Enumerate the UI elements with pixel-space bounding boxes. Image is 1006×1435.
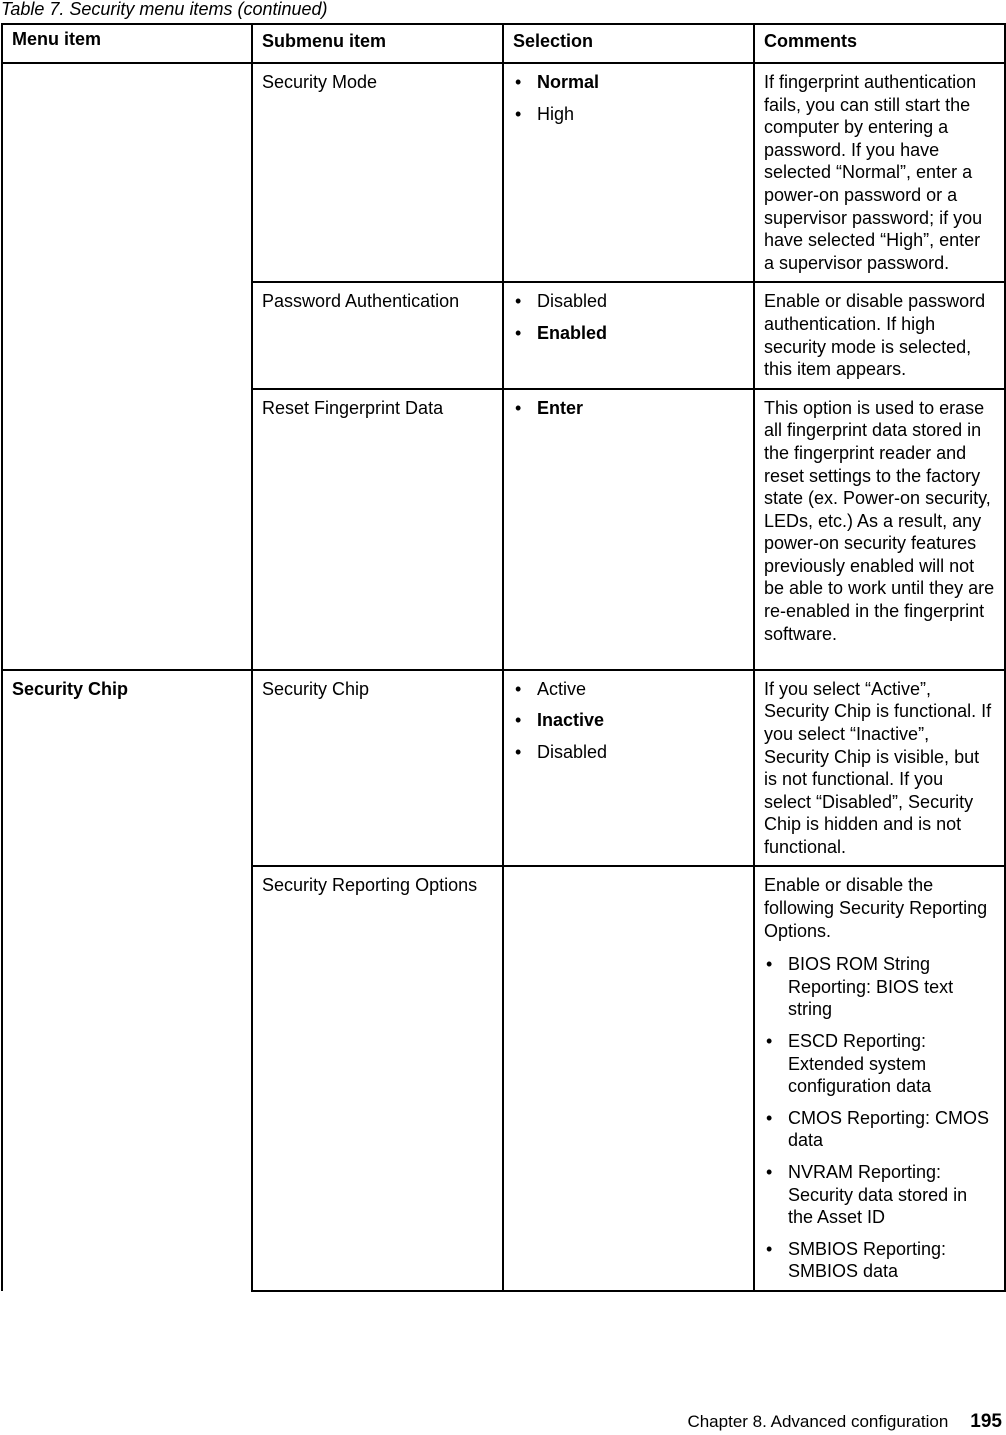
- selection-cell: [503, 670, 754, 867]
- selection-option-label: Disabled: [537, 741, 608, 762]
- bullet-icon: •: [766, 1031, 773, 1052]
- chapter-title: Chapter 8. Advanced configuration: [687, 1412, 949, 1431]
- comment-cell: [754, 866, 1005, 1291]
- bullet-icon: •: [766, 1238, 773, 1259]
- reporting-option: [764, 1107, 995, 1152]
- reporting-option: [764, 1238, 995, 1283]
- reporting-option-text: SMBIOS Reporting: SMBIOS data: [788, 1238, 947, 1282]
- comment-cell: If you select “Active”, Security Chip is functional. If you select “Inactive”, Security Chip is visible, but is not functional. If you select “Disabled”, Security Chip is hidden and is not functional.: [754, 670, 1005, 867]
- security-menu-table: [1, 23, 1006, 1292]
- table-caption: Table 7. Security menu items (continued): [1, 0, 328, 19]
- submenu-item-cell: Security Mode: [252, 63, 503, 282]
- selection-option: [513, 709, 744, 732]
- selection-cell: [503, 63, 754, 282]
- selection-cell: [503, 866, 754, 1291]
- bullet-icon: •: [766, 954, 773, 975]
- selection-option-label: Disabled: [537, 291, 608, 312]
- table-row: [2, 63, 1005, 282]
- selection-option: [513, 290, 744, 313]
- selection-option-label: Enter: [537, 397, 584, 418]
- comment-intro: Enable or disable the following Security Reporting Options.: [764, 875, 988, 941]
- bullet-icon: •: [515, 678, 522, 699]
- submenu-item-cell: Security Chip: [252, 670, 503, 867]
- submenu-item-cell: Password Authentication: [252, 282, 503, 388]
- reporting-options-list: [764, 953, 995, 1283]
- selection-option: [513, 71, 744, 94]
- bullet-icon: •: [766, 1162, 773, 1182]
- page-footer: [687, 1411, 1002, 1433]
- header-selection: Selection: [503, 24, 754, 63]
- comment-cell: Enable or disable password authentication. If high security mode is selected, this item appears.: [754, 282, 1005, 388]
- menu-item-cell: Security Chip: [2, 670, 252, 1291]
- comment-cell: If fingerprint authentication fails, you can still start the computer by entering a password. If you have selected “Normal”, enter a power-on password or a supervisor password; if you have selected “High”, enter a supervisor password.: [754, 63, 1005, 282]
- bullet-icon: •: [515, 397, 522, 418]
- table-row: [2, 670, 1005, 867]
- comment-cell: This option is used to erase all fingerprint data stored in the fingerprint reader and reset settings to the factory state (ex. Power-on security, LEDs, etc.) As a result, any power-on security features previously enabled will not be able to work until they are re-enabled in the fingerprint software.: [754, 389, 1005, 670]
- header-submenu-item: Submenu item: [252, 24, 503, 63]
- reporting-option-text: ESCD Reporting: Extended system configuration data: [788, 1031, 932, 1097]
- page-number: 195: [970, 1411, 1002, 1432]
- selection-option: [513, 397, 744, 420]
- reporting-option: [764, 1030, 995, 1098]
- selection-list: [513, 290, 744, 344]
- selection-option: [513, 322, 744, 345]
- selection-option-label: Enabled: [537, 322, 608, 343]
- reporting-option-text: NVRAM Reporting: Security data stored in the Asset ID: [788, 1162, 968, 1228]
- selection-cell: [503, 389, 754, 670]
- reporting-option: [764, 953, 995, 1021]
- header-comments: Comments: [754, 24, 1005, 63]
- submenu-item-cell: Security Reporting Options: [252, 866, 503, 1291]
- selection-option-label: Normal: [537, 72, 600, 92]
- bullet-icon: •: [515, 710, 522, 731]
- bullet-icon: •: [766, 1107, 773, 1128]
- selection-option-label: Inactive: [537, 710, 605, 731]
- reporting-option-text: BIOS ROM String Reporting: BIOS text string: [788, 954, 954, 1020]
- bullet-icon: •: [515, 322, 522, 343]
- table-header-row: [2, 24, 1005, 63]
- header-menu-item: Menu item: [2, 24, 252, 63]
- selection-list: [513, 71, 744, 125]
- bullet-icon: •: [515, 291, 522, 312]
- reporting-option-text: CMOS Reporting: CMOS data: [788, 1107, 990, 1151]
- bullet-icon: •: [515, 741, 522, 762]
- selection-option: [513, 741, 744, 764]
- selection-cell: [503, 282, 754, 388]
- menu-item-cell: [2, 63, 252, 670]
- bullet-icon: •: [515, 103, 522, 124]
- reporting-option: [764, 1161, 995, 1229]
- selection-option: [513, 678, 744, 701]
- selection-option-label: Active: [537, 678, 587, 699]
- bullet-icon: •: [515, 72, 522, 92]
- selection-list: [513, 397, 744, 420]
- selection-list: [513, 678, 744, 764]
- selection-option-label: High: [537, 103, 575, 124]
- selection-option: [513, 103, 744, 126]
- submenu-item-cell: Reset Fingerprint Data: [252, 389, 503, 670]
